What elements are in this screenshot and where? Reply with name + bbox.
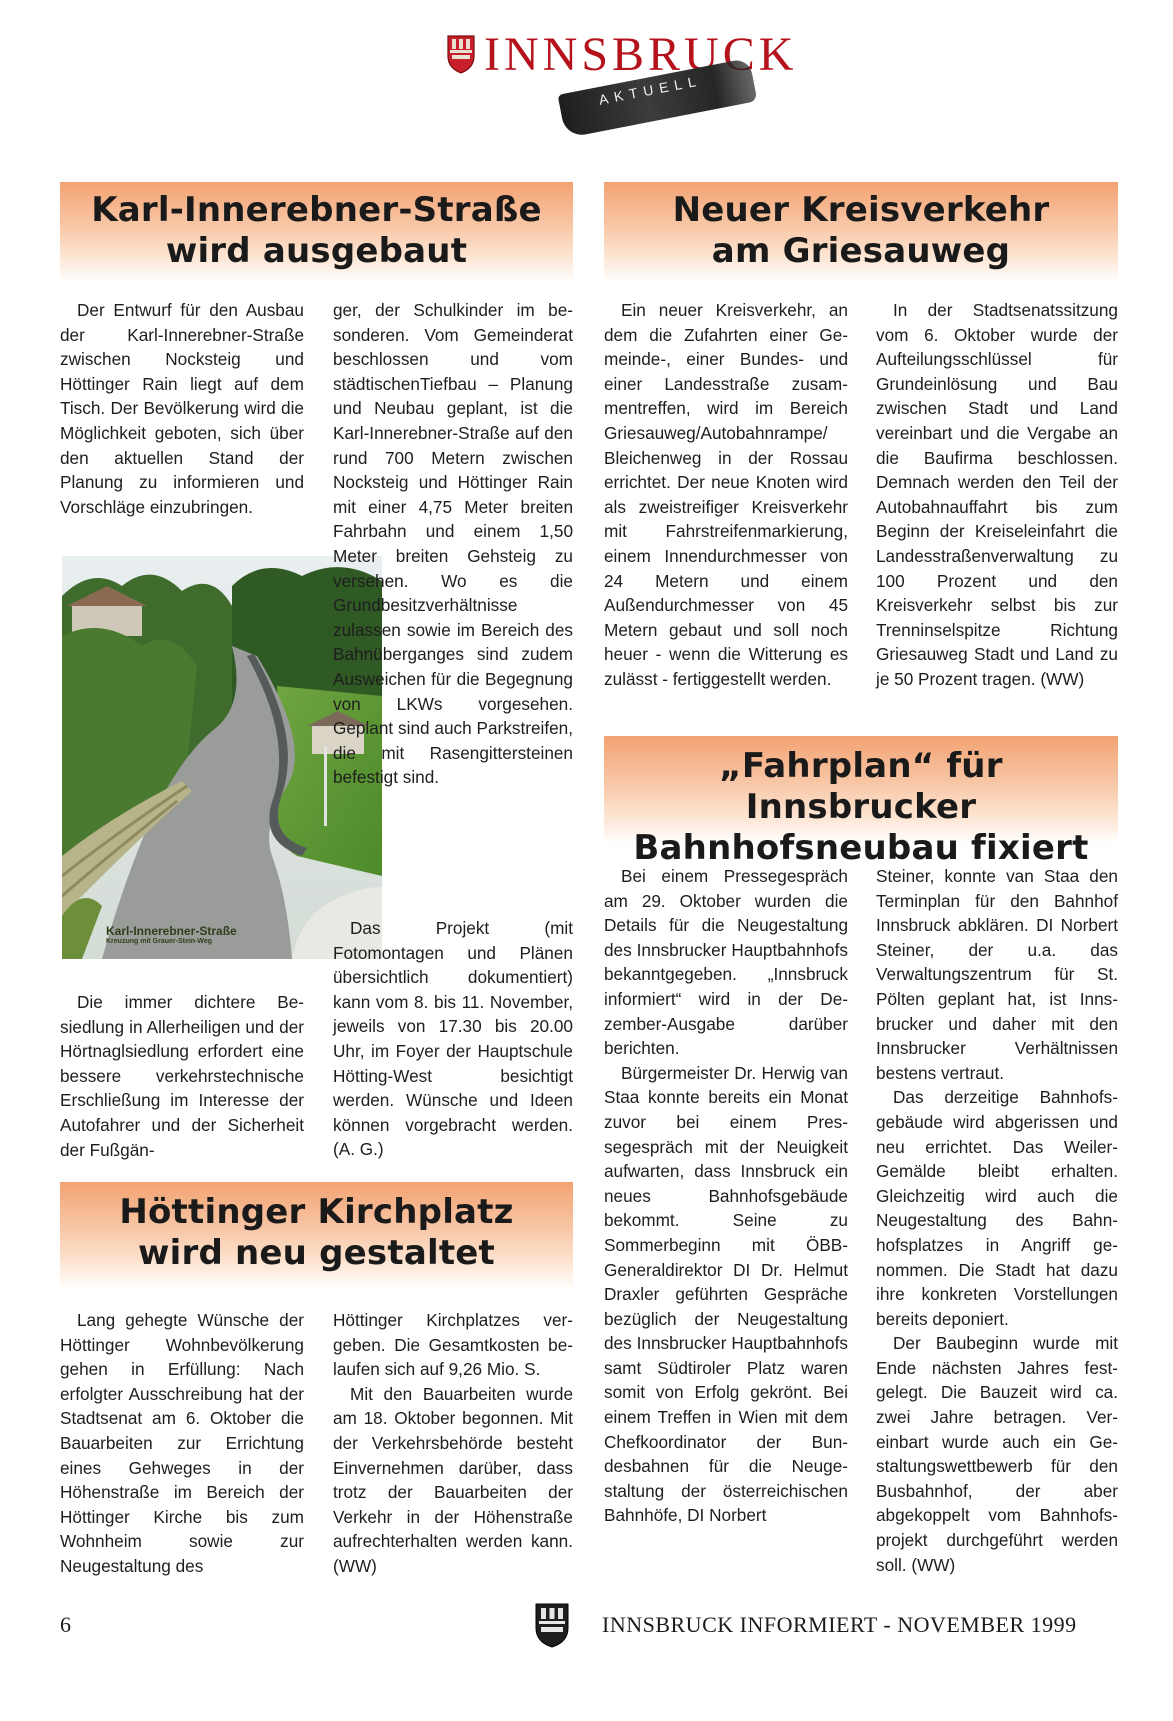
headline-banner-karl-innerebner: [60, 182, 573, 282]
page-number: 6: [60, 1612, 71, 1637]
paragraph: Bürgermeister Dr. Herwig van Staa konnte bereits ein Monat zuvor bei einem Pressegespräch mit der Neuigkeit aufwarten, dass Innsbruck ein neues Bahnhofsgebäude bekommt. Seine zu Sommerbeginn mit ÖBB-Generaldirektor DI Dr. Helmut Draxler geführten Gespräche bezüglich der Neugestaltung des Innsbrucker Hauptbahnhofs samt Südtiroler Platz waren somit von Erfolg gekrönt. Bei einem Treffen in Wien mit dem Chefkoordinator der Bundesbahnen für die Neugestaltung der österreichischen Bahnhöfe, DI Norbert: [604, 1062, 848, 1526]
masthead: [440, 26, 798, 126]
headline-line: Karl-Innerebner-Straße: [91, 190, 542, 230]
headline-line: wird neu gestaltet: [138, 1233, 495, 1273]
paragraph: Die immer dichtere Besiedlung in Allerheiligen und der Hörtnaglsiedlung erfordert eine bessere verkehrstechnische Erschließung im Interesse der Autofahrer und der Sicherheit der Fußgän-: [60, 992, 304, 1160]
footer-coat-of-arms-icon: [534, 1602, 570, 1648]
headline-karl-innerebner: [60, 190, 573, 272]
paragraph: Lang gehegte Wünsche der Höttinger Wohnbevölkerung gehen in Erfüllung: Nach erfolgter Ausschreibung hat der Stadtsenat am 6. Oktober die Bauarbeiten zur Errichtung eines Gehweges in der Höhenstraße im Bereich der Höttinger Kirche bis zum Wohnheim sowie zur Neugestaltung des: [60, 1310, 304, 1576]
paragraph: Steiner, konnte van Staa den Terminplan für den Bahnhof Innsbruck abklären. DI Norbert Steiner, der u.a. das Verwaltungszentrum für St. Pölten geplant hat, ist Innsbrucker und daher mit den Innsbrucker Verhältnissen bestens vertraut.: [876, 866, 1118, 1083]
paragraph: ger, der Schulkinder im besonderen. Vom Gemeinderat beschlossen und vom städtischenTiefbau – Planung und Neubau geplant, ist die Karl-Innerebner-Straße auf den rund 700 Metern zwischen Nocksteig und Höttinger Rain mit einer 4,75 Meter breiten Fahrbahn und einem 1,50 Meter breiten Gehsteig zu versehen. Wo es die Grundbesitzverhältnisse zulassen sowie im Bereich des Bahnüberganges sind zudem Ausweichen für die Begegnung von LKWs vorgesehen. Geplant sind auch Parkstreifen, die mit Rasengittersteinen befestigt sind.: [333, 300, 573, 788]
headline-banner-kirchplatz: [60, 1182, 573, 1290]
headline-line: „Fahrplan“ für Innsbrucker: [719, 746, 1003, 827]
paragraph: Der Entwurf für den Ausbau der Karl-Innerebner-Straße zwischen Nocksteig und Höttinger Rain liegt auf dem Tisch. Der Bevölkerung wird die Möglichkeit geboten, sich über den aktuellen Stand der Planung zu informieren und Vorschläge einzubringen.: [60, 300, 304, 517]
paragraph: Der Baubeginn wurde mit Ende nächsten Jahres festgelegt. Die Bauzeit wird ca. zwei Jahre betragen. Vereinbart wurde auch ein Gestaltungswettbewerb für den Busbahnhof, der aber abgekoppelt vom Bahnhofsprojekt durchgeführt werden soll. (WW): [876, 1333, 1118, 1575]
masthead-title: INNSBRUCK: [484, 28, 798, 81]
article2-column1: [604, 298, 848, 692]
article1-column1-bottom: [60, 990, 304, 1162]
headline-line: Höttinger Kirchplatz: [119, 1192, 514, 1232]
coat-of-arms-icon: [446, 34, 476, 74]
article2-column2: [876, 298, 1118, 692]
headline-kirchplatz: [60, 1192, 573, 1274]
headline-line: am Griesauweg: [711, 231, 1011, 271]
headline-banner-bahnhof: [604, 736, 1118, 868]
article3-column1: [604, 864, 848, 1528]
paragraph: Mit den Bauarbeiten wurde am 18. Oktober begonnen. Mit der Verkehrsbehörde besteht Einvernehmen darüber, dass trotz der Bauarbeiten der Verkehr in der Höhenstraße aufrechterhalten werden kann. (WW): [333, 1383, 573, 1576]
headline-bahnhof: [604, 746, 1118, 869]
headline-banner-kreisverkehr: [604, 182, 1118, 282]
headline-line: wird ausgebaut: [165, 231, 468, 271]
paragraph: In der Stadtsenatssitzung vom 6. Oktober wurde der Aufteilungsschlüssel für Grundeinlösung und Bau zwischen Stadt und Land vereinbart und die Vergabe an die Baufirma beschlossen. Demnach werden den Teil der Autobahnauffahrt bis zum Beginn der Kreiseleinfahrt die Landesstraßenverwaltung zu 100 Prozent und den Kreisverkehr selbst bis zur Trenninselspitze Richtung Griesauweg Stadt und Land zu je 50 Prozent tragen. (WW): [876, 300, 1118, 689]
article1-column2-bottom: [333, 916, 573, 1162]
publication-title: INNSBRUCK INFORMIERT - NOVEMBER 1999: [602, 1612, 1077, 1637]
photo-caption-title: Karl-Innerebner-Straße: [106, 924, 237, 938]
article1-column1-top: [60, 298, 304, 519]
paragraph: Das derzeitige Bahnhofsgebäude wird abgerissen und neu errichtet. Das Weiler-Gemälde bleibt erhalten. Gleichzeitig wird auch die Neugestaltung des Bahnhofsplatzes in Angriff genommen. Die Stadt hat dazu ihre konkreten Vorstellungen bereits deponiert.: [876, 1087, 1118, 1329]
photo-caption: [106, 924, 237, 945]
photo-caption-subtitle: Kreuzung mit Grauer-Stein-Weg: [106, 938, 213, 945]
paragraph: Höttinger Kirchplatzes vergeben. Die Gesamtkosten belaufen sich auf 9,26 Mio. S.: [333, 1310, 573, 1380]
masthead-subtitle: AKTUELL: [597, 72, 703, 108]
paragraph: Bei einem Pressegespräch am 29. Oktober wurden die Details für die Neugestaltung des Innsbrucker Hauptbahnhofs bekanntgegeben. „Innsbruck informiert“ wird in der Dezember-Ausgabe darüber berichten.: [604, 866, 848, 1059]
paragraph: Das Projekt (mit Fotomontagen und Plänen übersichtlich dokumentiert) kann vom 8. bis 11. November, jeweils von 17.30 bis 20.00 Uhr, im Foyer der Hauptschule Hötting-West besichtigt werden. Wünsche und Ideen können vorgebracht werden. (A. G.): [333, 918, 573, 1160]
article3-column2: [876, 864, 1118, 1577]
headline-line: Bahnhofsneubau fixiert: [633, 828, 1089, 868]
article4-column1: [60, 1308, 304, 1579]
article1-column2-top: [333, 298, 573, 790]
paragraph: Ein neuer Kreisverkehr, an dem die Zufahrten einer Gemeinde-, einer Bundes- und einer Landesstraße zusammentreffen, wird im Bereich Griesauweg/Autobahnrampe/ Bleichenweg in der Rossau errichtet. Der neue Knoten wird als zweistreifiger Kreisverkehr mit Fahrstreifenmarkierung, einem Innendurchmesser von 24 Metern und einem Außendurchmesser von 45 Metern gebaut und soll noch heuer - wenn die Witterung es zulässt - fertiggestellt werden.: [604, 300, 848, 689]
headline-line: Neuer Kreisverkehr: [672, 190, 1050, 230]
headline-kreisverkehr: [604, 190, 1118, 272]
article4-column2: [333, 1308, 573, 1579]
